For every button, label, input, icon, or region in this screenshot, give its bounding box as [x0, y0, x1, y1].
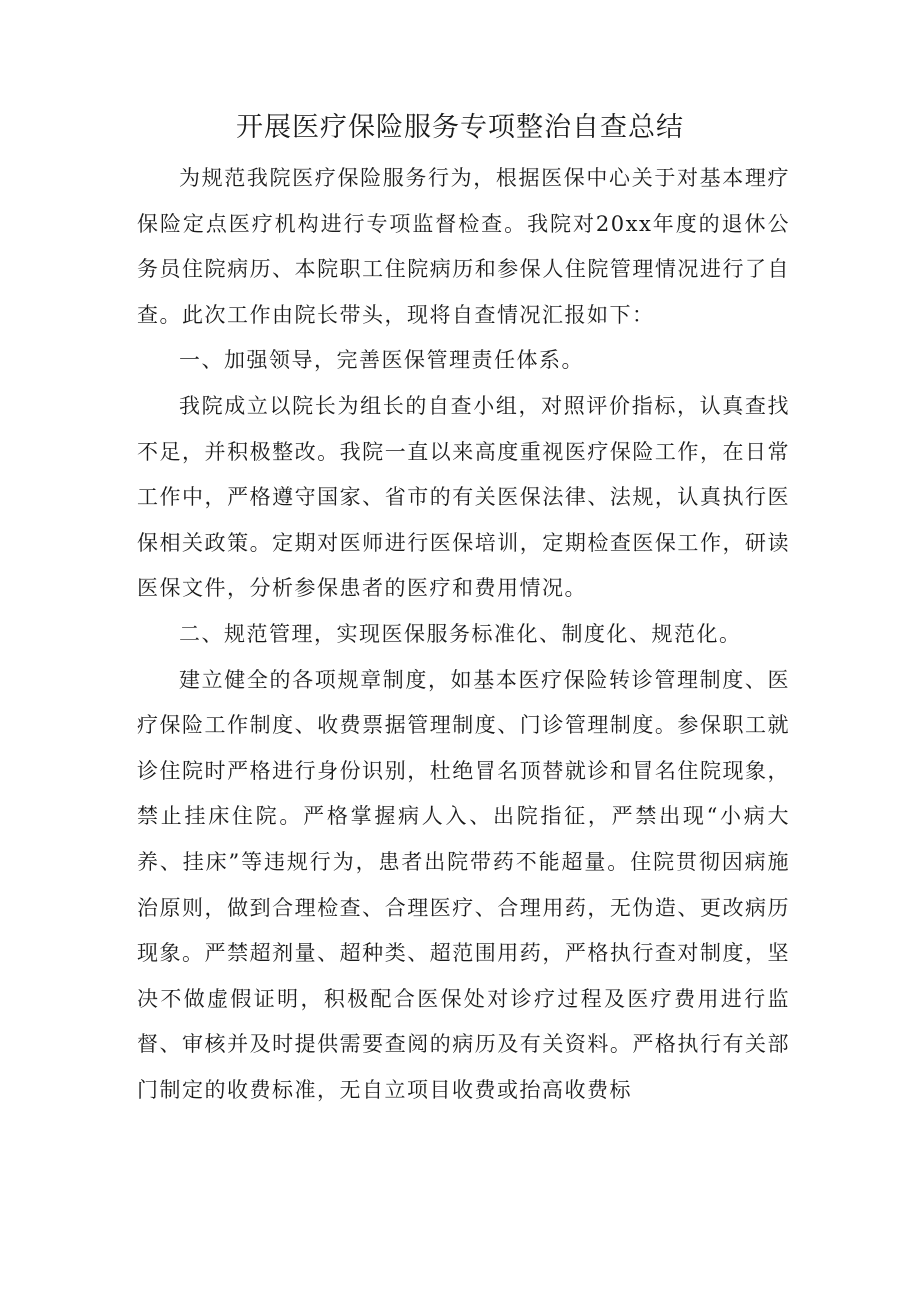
- section-heading-1: 一、加强领导，完善医保管理责任体系。: [179, 348, 584, 373]
- section-1-paragraph: 我院成立以院长为组长的自查小组，对照评价指标，认真查找不足，并积极整改。我院一直以来高度重视医疗保险工作，在日常工作中，严格遵守国家、省市的有关医保法律、法规，认真执行医保相关政策。定期对医师进行医保培训，定期检查医保工作，研读医保文件，分析参保患者的医疗和费用情况。: [137, 393, 790, 601]
- section-heading-2: 二、规范管理，实现医保服务标准化、制度化、规范化。: [179, 621, 742, 646]
- section-2-paragraph: 建立健全的各项规章制度，如基本医疗保险转诊管理制度、医疗保险工作制度、收费票据管理制度、门诊管理制度。参保职工就诊住院时严格进行身份识别，杜绝冒名顶替就诊和冒名住院现象，禁止挂床住院。严格掌握病人入、出院指征，严禁出现“小病大养、挂床”等违规行为，患者出院带药不能超量。住院贯彻因病施治原则，做到合理检查、合理医疗、合理用药，无伪造、更改病历现象。严禁超剂量、超种类、超范围用药，严格执行查对制度，坚决不做虚假证明，积极配合医保处对诊疗过程及医疗费用进行监督、审核并及时提供需要查阅的病历及有关资料。严格执行有关部门制定的收费标准，无自立项目收费或抬高收费标: [137, 667, 790, 1102]
- page-title: 开展医疗保险服务专项整治自查总结: [236, 112, 684, 143]
- document-body: [137, 156, 790, 1113]
- intro-paragraph: 为规范我院医疗保险服务行为，根据医保中心关于对基本理疗保险定点医疗机构进行专项监督检查。我院对20xx年度的退休公务员住院病历、本院职工住院病历和参保人住院管理情况进行了自查。此次工作由院长带头，现将自查情况汇报如下：: [137, 166, 790, 327]
